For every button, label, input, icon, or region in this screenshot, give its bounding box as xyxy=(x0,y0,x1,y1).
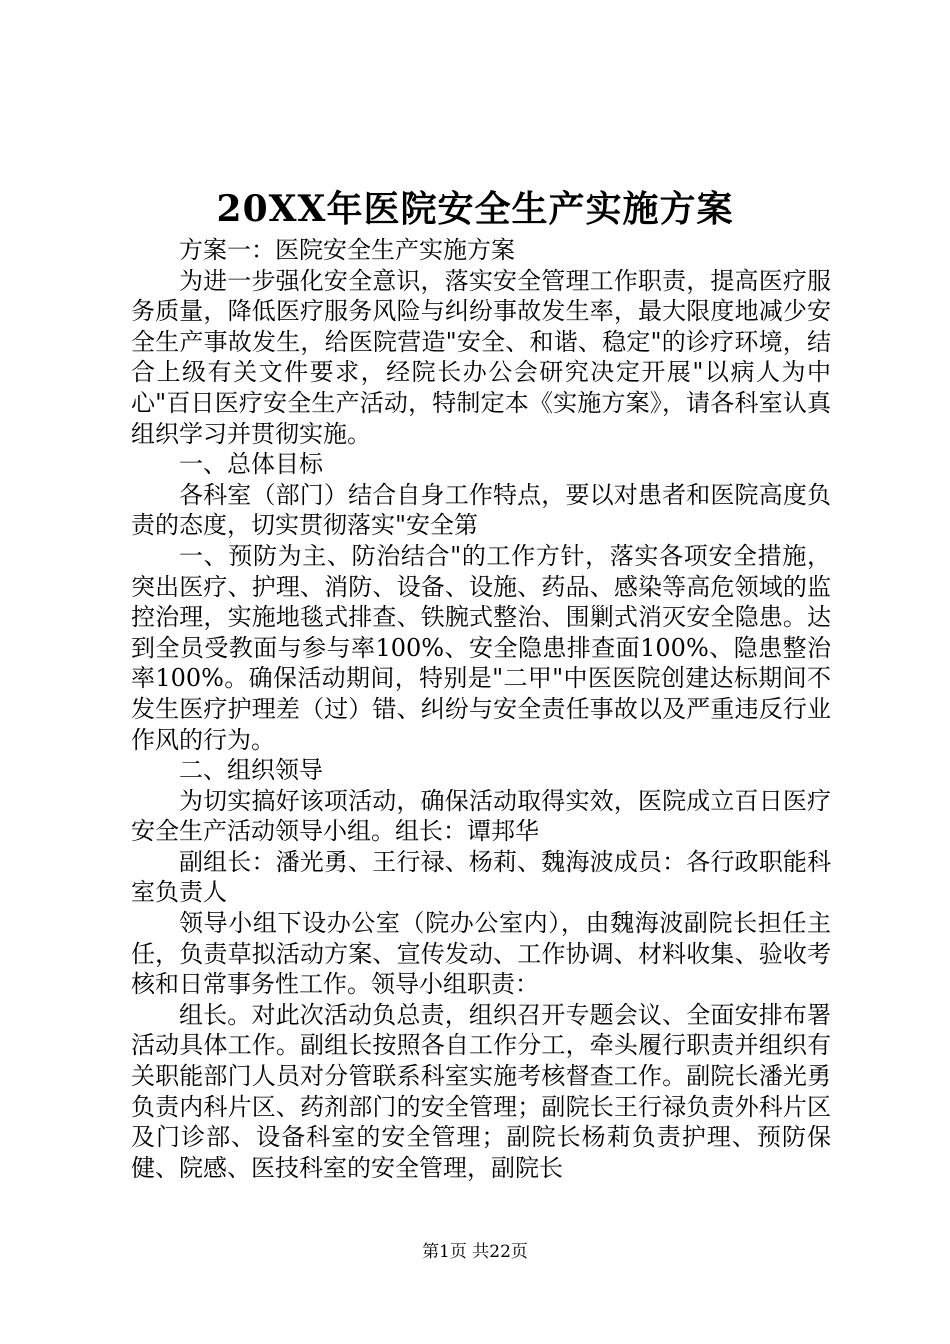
paragraph-deputy-leaders: 副组长：潘光勇、王行禄、杨莉、魏海波成员：各行政职能科室负责人 xyxy=(131,847,831,907)
paragraph-duties: 组长。对此次活动负总责，组织召开专题会议、全面安排布署活动具体工作。副组长按照各自工作分工，牵头履行职责并组织有关职能部门人员对分管联系科室实施考核督查工作。副院长潘光勇负责内科片区、药剂部门的安全管理；副院长王行禄负责外科片区及门诊部、设备科室的安全管理；副院长杨莉负责护理、预防保健、院感、医技科室的安全管理，副院长 xyxy=(131,1000,831,1182)
paragraph-leadership-group: 为切实搞好该项活动，确保活动取得实效，医院成立百日医疗安全生产活动领导小组。组长：谭邦华 xyxy=(131,786,831,846)
paragraph-office: 领导小组下设办公室（院办公室内），由魏海波副院长担任主任，负责草拟活动方案、宣传发动、工作协调、材料收集、验收考核和日常事务性工作。领导小组职责： xyxy=(131,909,831,999)
paragraph-goal-part1: 各科室（部门）结合自身工作特点，要以对患者和医院高度负责的态度，切实贯彻落实"安全第 xyxy=(131,480,831,540)
paragraph-intro: 为进一步强化安全意识，落实安全管理工作职责，提高医疗服务质量，降低医疗服务风险与纠纷事故发生率，最大限度地减少安全生产事故发生，给医院营造"安全、和谐、稳定"的诊疗环境，结合上级有关文件要求，经院长办公会研究决定开展"以病人为中心"百日医疗安全生产活动，特制定本《实施方案》，请各科室认真组织学习并贯彻实施。 xyxy=(131,266,831,448)
paragraph-goal-part2: 一、预防为主、防治结合"的工作方针，落实各项安全措施，突出医疗、护理、消防、设备、设施、药品、感染等高危领域的监控治理，实施地毯式排查、铁腕式整治、围剿式消灭安全隐患。达到全员受教面与参与率100%、安全隐患排查面100%、隐患整治率100%。确保活动期间，特别是"二甲"中医医院创建达标期间不发生医疗护理差（过）错、纠纷与安全责任事故以及严重违反行业作风的行为。 xyxy=(131,541,831,754)
paragraph-scheme-heading: 方案一：医院安全生产实施方案 xyxy=(179,236,515,264)
document-body xyxy=(131,235,831,1183)
page-footer: 第1页 共22页 xyxy=(422,1242,528,1262)
section-heading-overall-goal: 一、总体目标 xyxy=(179,450,323,479)
section-heading-leadership: 二、组织领导 xyxy=(179,756,323,785)
document-title: 20XX年医院安全生产实施方案 xyxy=(216,188,734,230)
